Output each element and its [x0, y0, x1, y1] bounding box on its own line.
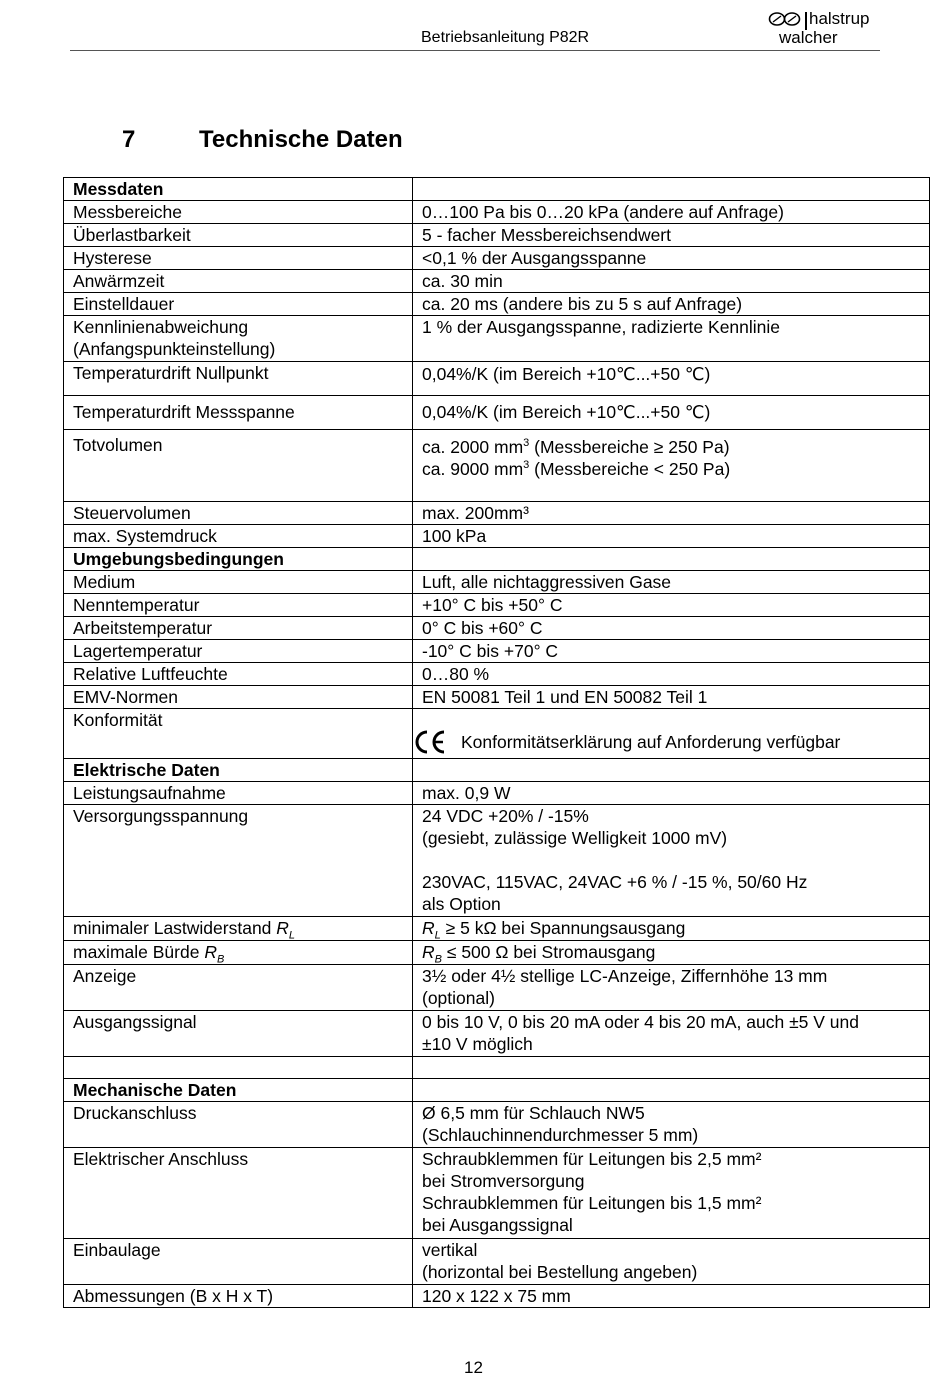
value-cell: 0…100 Pa bis 0…20 kPa (andere auf Anfrage) [413, 201, 930, 224]
value-line: bei Stromversorgung [422, 1171, 585, 1191]
company-logo [768, 8, 888, 50]
label-cell: max. Systemdruck [64, 525, 413, 548]
value-cell: 0…80 % [413, 663, 930, 686]
label-cell: EMV-Normen [64, 686, 413, 709]
label-cell: Überlastbarkeit [64, 224, 413, 247]
value-cell: $R_B \le 500$ Ω bei Stromausgang [413, 941, 930, 965]
value-cell: -10° C bis +70° C [413, 640, 930, 663]
value-cell [413, 965, 930, 1011]
label-cell: minimaler Lastwiderstand $R_L$ [64, 917, 413, 941]
page-number: 12 [464, 1358, 483, 1377]
value-cell [413, 1239, 930, 1285]
table-row [64, 502, 930, 525]
value-cell: 1 % der Ausgangsspanne, radizierte Kennlinie [413, 316, 930, 362]
table-row [64, 782, 930, 805]
table-row [64, 362, 930, 396]
value-line: 230VAC, 115VAC, 24VAC +6 % / -15 %, 50/60 Hz [422, 872, 808, 892]
table-row [64, 316, 930, 362]
section-number: 7 [122, 126, 136, 153]
group-heading-umgebung: Umgebungsbedingungen [64, 548, 413, 571]
value-line: vertikal [422, 1240, 478, 1260]
table-row [64, 1011, 930, 1057]
group-heading-mechanisch: Mechanische Daten [64, 1079, 413, 1102]
table-row [64, 224, 930, 247]
value-text: Konformitätserklärung auf Anforderung verfügbar [461, 732, 841, 752]
label-cell: Anwärmzeit [64, 270, 413, 293]
table-row [64, 571, 930, 594]
logo-text-walcher: walcher [779, 28, 838, 47]
table-row [64, 1102, 930, 1148]
table-row [64, 617, 930, 640]
label-cell: Totvolumen [64, 430, 413, 502]
ce-mark-icon [413, 729, 447, 755]
value-cell: $R_L \ge 5$ kΩ bei Spannungsausgang [413, 917, 930, 941]
label-cell: Versorgungsspannung [64, 805, 413, 917]
value-cell: 100 kPa [413, 525, 930, 548]
table-row [64, 640, 930, 663]
value-cell: Luft, alle nichtaggressiven Gase [413, 571, 930, 594]
value-line: 3½ oder 4½ stellige LC-Anzeige, Ziffernhöhe 13 mm [422, 966, 828, 986]
group-heading-messdaten: Messdaten [64, 178, 413, 201]
table-row [64, 917, 930, 941]
label-cell: Abmessungen (B x H x T) [64, 1285, 413, 1308]
table-row [64, 293, 930, 316]
value-cell: max. 200mm³ [413, 502, 930, 525]
label-cell: Temperaturdrift Messspanne [64, 396, 413, 430]
label-line: Kennlinienabweichung [73, 317, 249, 337]
value-cell: 0,04%/K (im Bereich +10℃...+50 ℃) [413, 396, 930, 430]
table-row [64, 663, 930, 686]
document-title: Betriebsanleitung P82R [421, 29, 590, 46]
value-line: (Schlauchinnendurchmesser 5 mm) [422, 1125, 699, 1145]
value-line: Schraubklemmen für Leitungen bis 2,5 mm² [422, 1149, 762, 1169]
table-row [64, 525, 930, 548]
value-line: (optional) [422, 988, 495, 1008]
label-cell: Leistungsaufnahme [64, 782, 413, 805]
logo-mark-icon [768, 11, 802, 27]
value-cell [413, 430, 930, 502]
value-cell [413, 709, 930, 759]
value-line: als Option [422, 894, 501, 914]
header-rule [70, 50, 880, 51]
logo-text-halstrup: halstrup [809, 9, 870, 28]
table-row [64, 201, 930, 224]
table-row [64, 759, 930, 782]
value-cell [413, 805, 930, 917]
value-cell [413, 1102, 930, 1148]
table-row-empty [64, 1057, 930, 1079]
table-row [64, 430, 930, 502]
table-row [64, 594, 930, 617]
label-cell: Lagertemperatur [64, 640, 413, 663]
value-cell [413, 1148, 930, 1239]
label-cell: Medium [64, 571, 413, 594]
table-row [64, 270, 930, 293]
section-title: Technische Daten [199, 126, 403, 153]
label-cell: Relative Luftfeuchte [64, 663, 413, 686]
label-cell: maximale Bürde $R_B$ [64, 941, 413, 965]
value-cell: ca. 30 min [413, 270, 930, 293]
label-cell: Temperaturdrift Nullpunkt [64, 362, 413, 396]
value-cell: ca. 20 ms (andere bis zu 5 s auf Anfrage) [413, 293, 930, 316]
label-cell: Ausgangssignal [64, 1011, 413, 1057]
label-cell [64, 316, 413, 362]
table-row [64, 941, 930, 965]
label-line: (Anfangspunkteinstellung) [73, 339, 276, 359]
label-cell: Arbeitstemperatur [64, 617, 413, 640]
value-cell: 120 x 122 x 75 mm [413, 1285, 930, 1308]
value-cell: 0,04%/K (im Bereich +10℃...+50 ℃) [413, 362, 930, 396]
value-line: bei Ausgangssignal [422, 1215, 573, 1235]
value-cell: <0,1 % der Ausgangsspanne [413, 247, 930, 270]
table-row [64, 805, 930, 917]
label-cell: Messbereiche [64, 201, 413, 224]
value-line: (gesiebt, zulässige Welligkeit 1000 mV) [422, 828, 728, 848]
label-cell: Einstelldauer [64, 293, 413, 316]
value-cell: +10° C bis +50° C [413, 594, 930, 617]
value-cell: 0° C bis +60° C [413, 617, 930, 640]
label-cell: Einbaulage [64, 1239, 413, 1285]
value-cell: max. 0,9 W [413, 782, 930, 805]
label-cell: Druckanschluss [64, 1102, 413, 1148]
value-line: ca. 2000 $mm^3$ (Messbereiche ≥ 250 Pa) [422, 437, 730, 457]
table-row [64, 965, 930, 1011]
table-row [64, 1079, 930, 1102]
table-row [64, 686, 930, 709]
value-line: Ø 6,5 mm für Schlauch NW5 [422, 1103, 645, 1123]
table-row [64, 1148, 930, 1239]
label-cell: Hysterese [64, 247, 413, 270]
value-line: Schraubklemmen für Leitungen bis 1,5 mm² [422, 1193, 762, 1213]
value-line: ±10 V möglich [422, 1034, 533, 1054]
table-row [64, 178, 930, 201]
label-cell: Konformität [64, 709, 413, 759]
table-row [64, 247, 930, 270]
technical-data-table [63, 177, 930, 1308]
value-cell: 5 - facher Messbereichsendwert [413, 224, 930, 247]
table-row [64, 1239, 930, 1285]
label-cell: Steuervolumen [64, 502, 413, 525]
group-heading-elektrisch: Elektrische Daten [64, 759, 413, 782]
value-line: ca. 9000 $mm^3$ (Messbereiche < 250 Pa) [422, 459, 731, 479]
value-cell [413, 1011, 930, 1057]
table-row [64, 396, 930, 430]
section-heading [122, 126, 403, 154]
value-line: (horizontal bei Bestellung angeben) [422, 1262, 698, 1282]
table-row [64, 548, 930, 571]
value-cell: EN 50081 Teil 1 und EN 50082 Teil 1 [413, 686, 930, 709]
table-row [64, 709, 930, 759]
label-cell: Nenntemperatur [64, 594, 413, 617]
label-cell: Anzeige [64, 965, 413, 1011]
table-row [64, 1285, 930, 1308]
value-line: 24 VDC +20% / -15% [422, 806, 589, 826]
label-cell: Elektrischer Anschluss [64, 1148, 413, 1239]
value-line: 0 bis 10 V, 0 bis 20 mA oder 4 bis 20 mA, auch ±5 V und [422, 1012, 860, 1032]
